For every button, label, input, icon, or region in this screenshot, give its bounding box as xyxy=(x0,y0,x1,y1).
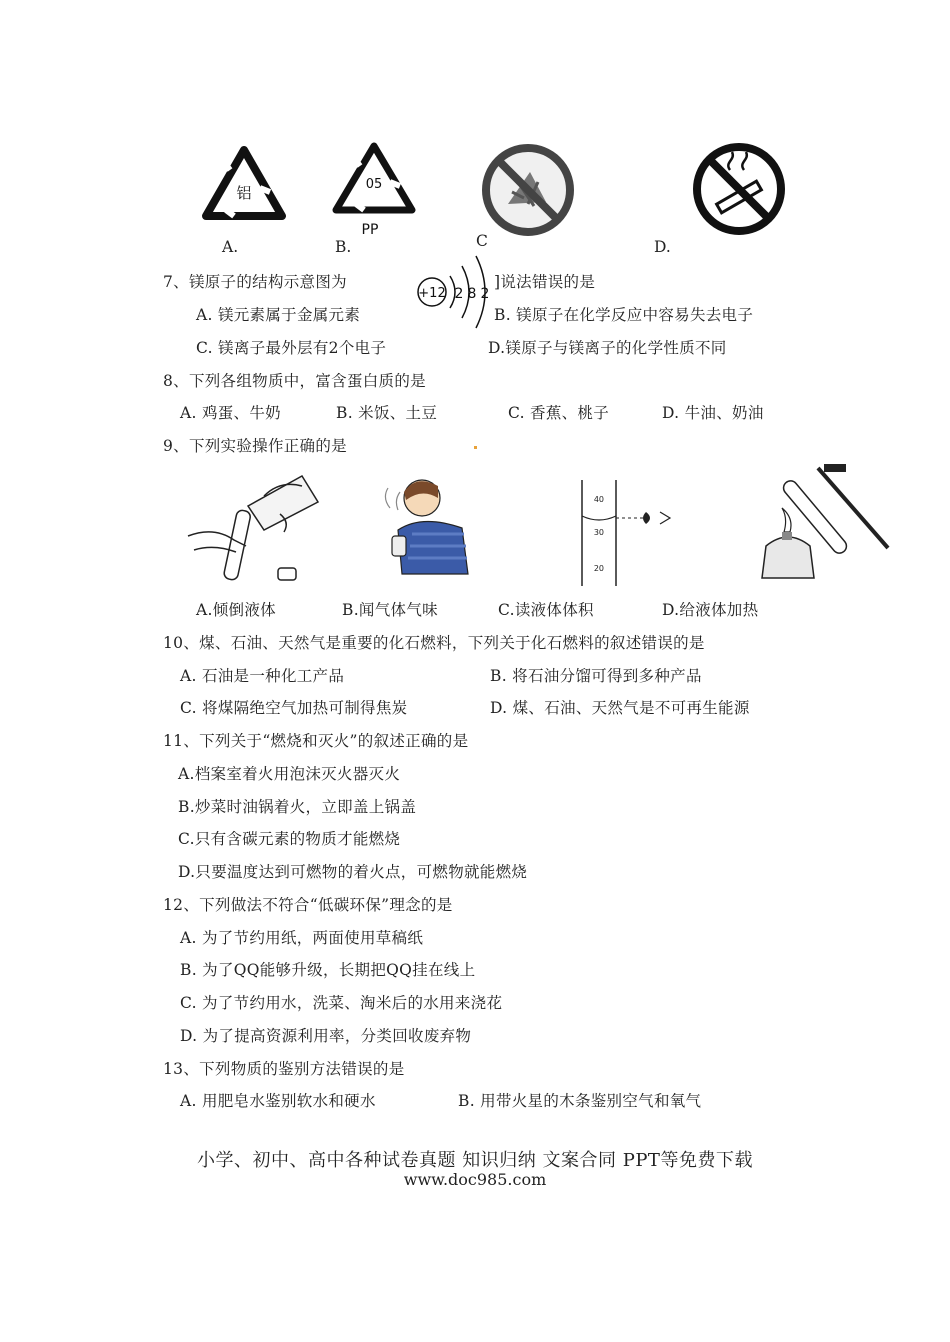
svg-text:PP: PP xyxy=(361,222,379,238)
svg-text:05: 05 xyxy=(365,177,383,192)
option-label-a: A. xyxy=(222,238,239,256)
svg-text:2: 2 xyxy=(454,286,464,302)
question-13-stem: 13、下列物质的鉴别方法错误的是 xyxy=(163,1060,405,1078)
question-11-option-d: D.只要温度达到可燃物的着火点，可燃物就能燃烧 xyxy=(178,863,528,881)
question-9-option-d: D.给液体加热 xyxy=(662,601,759,619)
svg-text:30: 30 xyxy=(593,528,604,537)
question-11-option-a: A.档案室着火用泡沫灭火器灭火 xyxy=(178,765,401,783)
question-7-option-d: D.镁原子与镁离子的化学性质不同 xyxy=(488,339,727,357)
svg-text:8: 8 xyxy=(467,286,477,302)
pouring-liquid-illustration xyxy=(184,466,324,586)
footer-url[interactable]: www.doc985.com xyxy=(403,1170,547,1189)
question-10-option-d: D. 煤、石油、天然气是不可再生能源 xyxy=(490,699,750,717)
question-12-option-c: C. 为了节约用水，洗菜、淘米后的水用来浇花 xyxy=(180,994,503,1012)
question-9-stem: 9、下列实验操作正确的是 xyxy=(163,437,347,455)
stray-mark xyxy=(474,446,477,449)
question-13-option-b: B. 用带火星的木条鉴别空气和氧气 xyxy=(458,1092,702,1110)
question-7-stem-end: ]说法错误的是 xyxy=(494,273,596,291)
question-7-option-c: C. 镁离子最外层有2个电子 xyxy=(196,339,387,357)
heating-liquid-illustration xyxy=(748,462,892,584)
smelling-gas-illustration xyxy=(372,470,472,580)
svg-text:40: 40 xyxy=(593,495,604,504)
question-7-stem: 7、镁原子的结构示意图为 xyxy=(163,273,347,291)
option-label-c: C xyxy=(476,232,488,250)
footer-tagline: 小学、初中、高中各种试卷真题 知识归纳 文案合同 PPT等免费下载 xyxy=(197,1150,753,1171)
question-8-stem: 8、下列各组物质中，富含蛋白质的是 xyxy=(163,372,426,390)
svg-text:2: 2 xyxy=(480,286,490,302)
question-11-option-b: B.炒菜时油锅着火，立即盖上锅盖 xyxy=(178,798,417,816)
question-12-option-d: D. 为了提高资源利用率，分类回收废弃物 xyxy=(180,1027,472,1045)
question-10-option-c: C. 将煤隔绝空气加热可制得焦炭 xyxy=(180,699,408,717)
question-10-option-a: A. 石油是一种化工产品 xyxy=(180,667,345,685)
no-smoking-icon xyxy=(690,140,788,238)
question-13-option-a: A. 用肥皂水鉴别软水和硬水 xyxy=(180,1092,376,1110)
question-7-option-a: A. 镁元素属于金属元素 xyxy=(196,306,361,324)
svg-text:铝: 铝 xyxy=(236,184,252,202)
question-12-stem: 12、下列做法不符合“低碳环保”理念的是 xyxy=(163,896,453,914)
question-8-option-c: C. 香蕉、桃子 xyxy=(508,404,610,422)
question-8-option-a: A. 鸡蛋、牛奶 xyxy=(180,404,281,422)
option-label-d: D. xyxy=(654,238,671,256)
question-11-stem: 11、下列关于“燃烧和灭火”的叙述正确的是 xyxy=(163,732,469,750)
question-10-stem: 10、煤、石油、天然气是重要的化石燃料，下列关于化石燃料的叙述错误的是 xyxy=(163,634,705,652)
reading-volume-illustration xyxy=(576,480,676,588)
no-fireworks-icon xyxy=(478,142,578,238)
svg-text:+12: +12 xyxy=(418,286,446,301)
question-9-option-a: A.倾倒液体 xyxy=(196,601,276,619)
question-12-option-b: B. 为了QQ能够升级，长期把QQ挂在线上 xyxy=(180,961,476,979)
question-9-option-b: B.闻气体气味 xyxy=(342,601,438,619)
option-label-b: B. xyxy=(335,238,352,256)
svg-text:20: 20 xyxy=(593,564,604,573)
magnesium-atom-diagram xyxy=(412,248,498,334)
question-7-option-b: B. 镁原子在化学反应中容易失去电子 xyxy=(494,306,754,324)
recycle-pp-icon xyxy=(330,138,420,238)
recycle-aluminum-icon xyxy=(198,142,290,228)
question-9-option-c: C.读液体体积 xyxy=(498,601,594,619)
question-10-option-b: B. 将石油分馏可得到多种产品 xyxy=(490,667,702,685)
question-8-option-b: B. 米饭、土豆 xyxy=(336,404,438,422)
question-8-option-d: D. 牛油、奶油 xyxy=(662,404,764,422)
question-11-option-c: C.只有含碳元素的物质才能燃烧 xyxy=(178,830,401,848)
question-12-option-a: A. 为了节约用纸，两面使用草稿纸 xyxy=(180,929,424,947)
